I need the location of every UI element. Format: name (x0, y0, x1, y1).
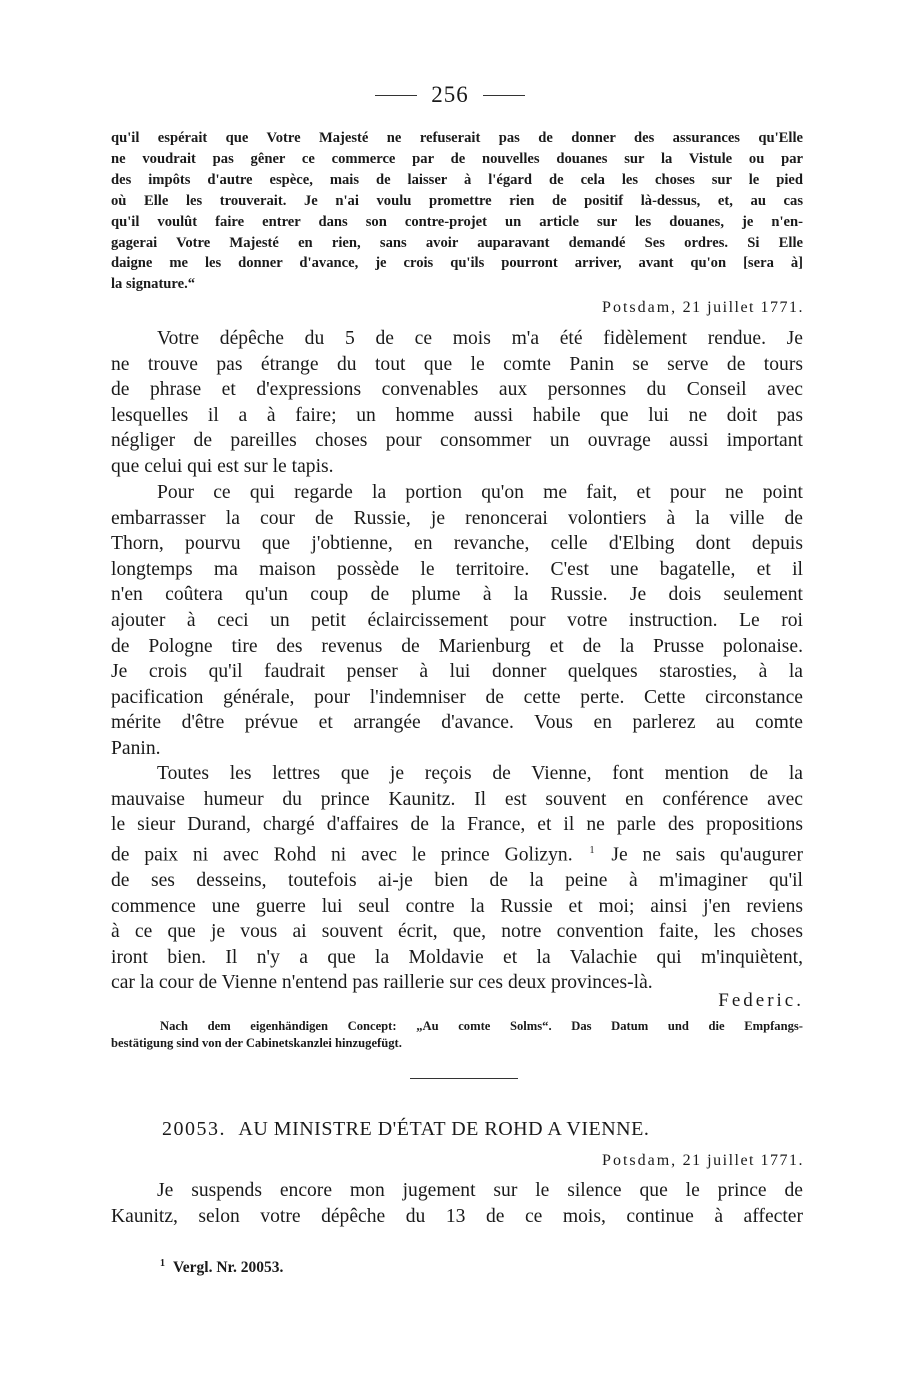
quoted-line: la signature.“ (111, 276, 196, 293)
page-number: 256 (431, 82, 469, 107)
body-line: que celui qui est sur le tapis. (111, 455, 334, 477)
dateline-place: Potsdam, (602, 299, 678, 316)
body-line: pacification générale, pour l'indemniser de cette perte. Cette circonstance (111, 686, 803, 708)
body-line: lesquelles il a à faire; un homme aussi habile que lui ne doit pas (111, 404, 803, 426)
body-line: longtemps ma maison possède le territoire. C'est une bagatelle, et il (111, 558, 803, 580)
quoted-line: où Elle les trouverait. Je n'ai voulu promettre rien de positif là-dessus, et, au cas (111, 192, 803, 209)
quoted-line: daigne me les donner d'avance, je crois qu'ils pourront arriver, avant qu'on [sera à] (111, 255, 803, 272)
quoted-line: des impôts d'autre espèce, mais de laisser à l'égard de cela les choses sur le pied (111, 171, 803, 188)
footnote (160, 1258, 283, 1277)
quoted-line: qu'il espérait que Votre Majesté ne refuserait pas de donner des assurances qu'Elle (111, 130, 803, 146)
body-line: ne trouve pas étrange du tout que le comte Panin se serve de tours (111, 353, 803, 375)
body-line: de phrase et d'expressions convenables aux personnes du Conseil avec (111, 379, 803, 401)
dateline-place: Potsdam, (602, 1152, 678, 1169)
source-note-line: Nach dem eigenhändigen Concept: „Au comte Solms“. Das Datum und die Empfangs- (160, 1019, 803, 1033)
letter-number: 20053. (162, 1118, 226, 1140)
quoted-line: gagerai Votre Majesté en rien, sans avoir auparavant demandé Ses ordres. Si Elle (111, 234, 803, 251)
body-line: Je suspends encore mon jugement sur le silence que le prince de (157, 1180, 803, 1201)
body-line: n'en coûtera qu'un coup de plume à la Russie. Je dois seulement (111, 584, 803, 606)
body-line: car la cour de Vienne n'entend pas raillerie sur ces deux provinces-là. (111, 972, 653, 994)
body-line: Je crois qu'il faudrait penser à lui donner quelques starosties, à la (111, 661, 803, 683)
letter-two-heading (162, 1118, 649, 1141)
source-note-line: bestätigung sind von der Cabinetskanzlei hinzugefügt. (111, 1036, 402, 1050)
footnote-text: Vergl. Nr. 20053. (173, 1259, 284, 1277)
body-line: ajouter à ceci un petit éclaircissement pour votre instruction. Le roi (111, 609, 803, 631)
dateline-letter-one (602, 299, 804, 317)
letter-two-paragraph-1 (111, 1178, 803, 1229)
body-line: commence une guerre lui seul contre la Russie et moi; ainsi j'en reviens (111, 895, 803, 917)
dateline-letter-two (602, 1152, 804, 1170)
dateline-date: 21 juillet 1771. (682, 299, 804, 316)
body-line: mauvaise humeur du prince Kaunitz. Il est souvent en conférence avec (111, 788, 803, 810)
footnote-reference[interactable]: 1 (589, 844, 595, 856)
body-line: embarrasser la cour de Russie, je renoncerai volontiers à la ville de (111, 507, 803, 529)
body-line: Toutes les lettres que je reçois de Vienne, font mention de la (157, 763, 803, 784)
letter-one-paragraph-2 (111, 480, 803, 762)
page-header (0, 82, 900, 108)
text-run: de paix ni avec Rohd ni avec le prince Golizyn. (111, 844, 573, 866)
body-line: iront bien. Il n'y a que la Moldavie et la Valachie qui m'inquiètent, (111, 946, 803, 968)
letter-one-paragraph-1 (111, 326, 803, 480)
body-line: à ce que je vous ai souvent écrit, que, notre convention faite, les choses (111, 921, 803, 943)
body-line: négliger de pareilles choses pour consommer un ouvrage aussi important (111, 430, 803, 452)
header-rule-left (375, 95, 417, 96)
letter-title: AU MINISTRE D'ÉTAT DE ROHD A VIENNE. (238, 1118, 650, 1140)
body-line: Votre dépêche du 5 de ce mois m'a été fidèlement rendue. Je (157, 328, 803, 349)
body-line: Panin. (111, 737, 161, 759)
signature: Federic. (718, 990, 804, 1011)
body-line: le sieur Durand, chargé d'affaires de la France, et il ne parle des propositions (111, 814, 803, 836)
text-run: Je ne sais qu'augurer (611, 844, 803, 866)
quoted-letter-continuation (111, 128, 803, 295)
body-line: de Pologne tire des revenus de Marienburg et de la Prusse polonaise. (111, 635, 803, 657)
letter-one-paragraph-3 (111, 761, 803, 996)
source-note (111, 1018, 803, 1052)
body-line: Kaunitz, selon votre dépêche du 13 de ce mois, continue à affecter (111, 1205, 803, 1227)
body-line: Thorn, pourvu que j'obtienne, en revanche, celle d'Elbing dont depuis (111, 533, 803, 555)
body-line-with-footnote (111, 838, 803, 868)
section-separator (410, 1078, 518, 1079)
body-line: de ses desseins, toutefois ai-je bien de la peine à m'imaginer qu'il (111, 869, 803, 891)
quoted-line: qu'il voulût faire entrer dans son contre-projet un article sur les douanes, je n'en- (111, 213, 803, 230)
dateline-date: 21 juillet 1771. (682, 1152, 804, 1169)
footnote-mark: 1 (160, 1258, 165, 1269)
header-rule-right (483, 95, 525, 96)
body-line: mérite d'être prévue et arrangée d'avance. Vous en parlerez au comte (111, 712, 803, 734)
quoted-line: ne voudrait pas gêner ce commerce par de nouvelles douanes sur la Vistule ou par (111, 150, 803, 167)
body-line: Pour ce qui regarde la portion qu'on me fait, et pour ne point (157, 482, 803, 503)
